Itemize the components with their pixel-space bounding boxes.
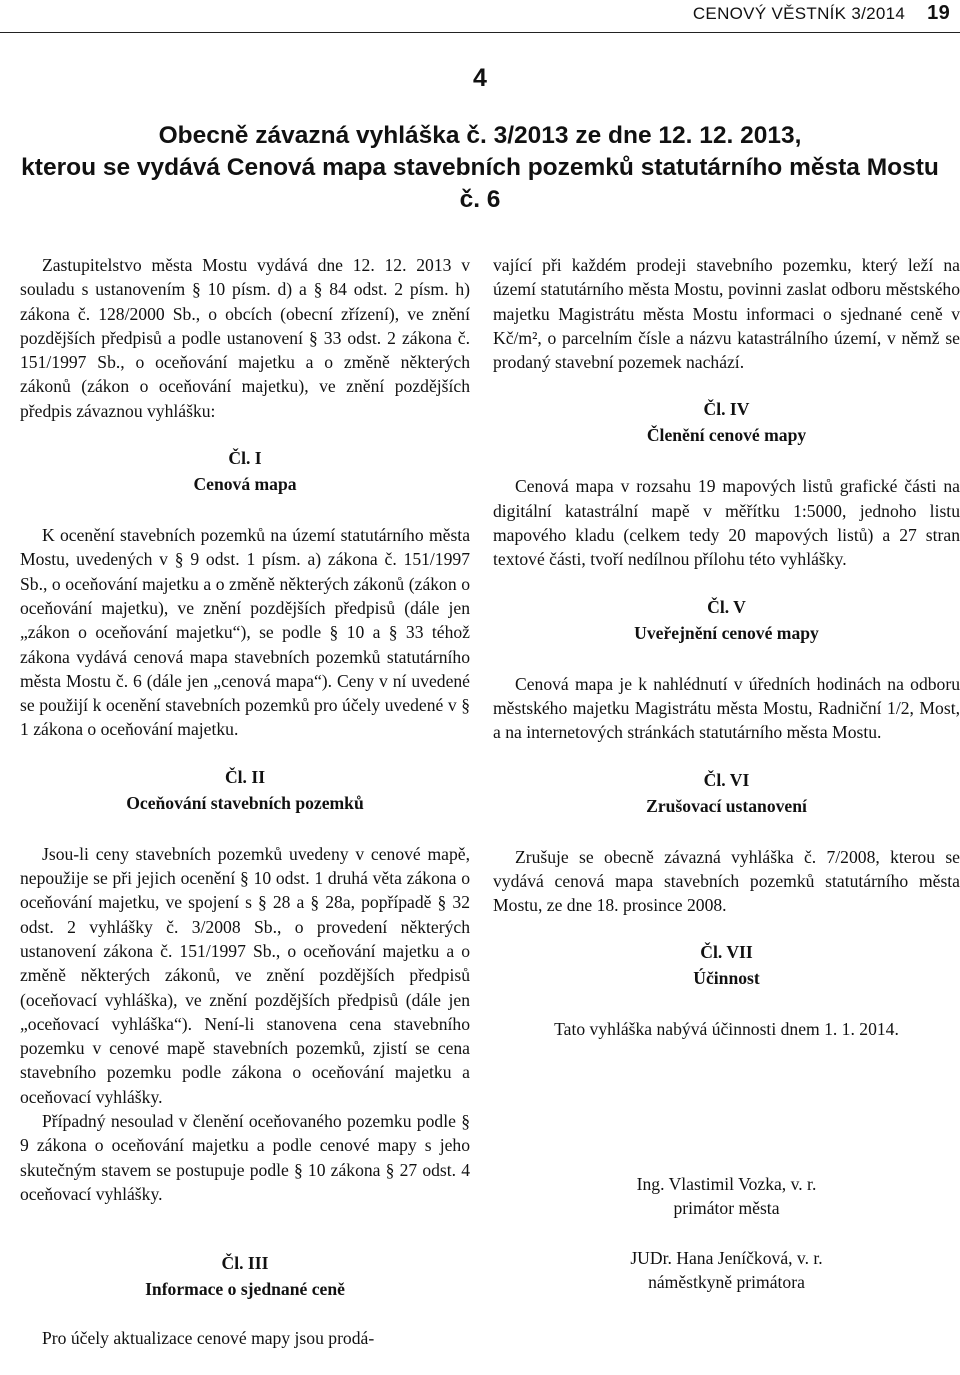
- article-4-paragraph: Cenová mapa v rozsahu 19 mapových listů grafické části na digitální katastrální mapě v měřítku 1:5000, jednoho listu mapového kladu (celkem tedy 20 mapových listů) a 27 stran textové části, tvoří nedílnou přílohu této vyhlášky.: [493, 476, 960, 570]
- document-title-line-1: Obecně závazná vyhláška č. 3/2013 ze dne 12. 12. 2013,: [158, 122, 802, 149]
- article-1-title: Cenová mapa: [193, 474, 297, 495]
- article-4-label: Čl. IV: [703, 399, 750, 420]
- article-5-paragraph: Cenová mapa je k nahlédnutí v úředních hodinách na odboru městského majetku Magistrátu města Mostu, Radniční 1/2, Most, a na internetových stránkách statutárního města Mostu.: [493, 673, 960, 743]
- page-number: 19: [927, 2, 950, 24]
- article-3-text-continued: vající při každém prodeji stavebního pozemku, který leží na území statutárního města Mostu, povinni zaslat odboru městského majetku Magistrátu města Mostu informaci o sjednané ceně v Kč/m², o parcelním čísle a názvu katastrálního území, v němž se prodaný stavební pozemek nachází.: [493, 255, 960, 373]
- signature-1-name: Ing. Vlastimil Vozka, v. r.: [636, 1173, 817, 1194]
- right-column: [493, 253, 960, 1294]
- article-2-title: Oceňování stavebních pozemků: [126, 792, 364, 813]
- article-6-title: Zrušovací ustanovení: [646, 795, 807, 816]
- article-3-label: Čl. III: [221, 1253, 269, 1274]
- signature-2-role: náměstkyně primátora: [648, 1271, 805, 1292]
- article-7-title: Účinnost: [693, 968, 760, 989]
- document-number: 4: [473, 64, 487, 92]
- article-2-label: Čl. II: [224, 766, 266, 787]
- article-1-paragraph: K ocenění stavebních pozemků na území statutárního města Mostu, uvedených v § 9 odst. 1 písm. a) zákona č. 151/1997 Sb., o oceňování majetku a o změně některých zákonů (zákon o oceňování majetku), ve znění pozdějších předpisů (dále jen „zákon o oceňování majetku“), se podle § 10 a § 33 téhož zákona vydává cenová mapa stavebních pozemků statutárního města Mostu č. 6 (dále jen „cenová mapa“). Ceny v ní uvedené se použijí k ocenění stavebních pozemků pro účely uvedené v § 1 zákona o oceňování majetku.: [20, 525, 470, 740]
- preamble: Zastupitelstvo města Mostu vydává dne 12. 12. 2013 v souladu s ustanovením § 10 písm. d) a § 84 odst. 2 písm. h) zákona č. 128/2000 Sb., o obcích (obecní zřízení), ve znění pozdějších předpisů a podle ustanovení § 33 odst. 2 zákona č. 151/1997 Sb., o oceňování majetku a o změně některých zákonů (zákon o oceňování majetku), ve znění pozdějších předpis závaznou vyhlášku:: [20, 255, 470, 421]
- article-3-title: Informace o sjednané ceně: [145, 1279, 345, 1300]
- header-rule: [0, 32, 960, 33]
- article-2-paragraph-2: Případný nesoulad v členění oceňovaného pozemku podle § 9 zákona o oceňování majetku a podle cenové mapy s jeho skutečným stavem se postupuje podle § 10 zákona § 27 odst. 4 oceňovací vyhlášky.: [20, 1111, 470, 1204]
- article-7-paragraph: Tato vyhláška nabývá účinnosti dnem 1. 1. 2014.: [554, 1019, 899, 1040]
- article-1-label: Čl. I: [228, 448, 262, 469]
- article-5-label: Čl. V: [707, 596, 746, 617]
- signature-block-2: [493, 1246, 960, 1294]
- signature-2-name: JUDr. Hana Jeníčková, v. r.: [630, 1247, 823, 1268]
- running-header: [693, 2, 950, 25]
- signature-block-1: [493, 1172, 960, 1220]
- article-3-text-start: Pro účely aktualizace cenové mapy jsou prodá-: [42, 1328, 375, 1349]
- left-column: [20, 253, 470, 1351]
- article-4-title: Členění cenové mapy: [646, 425, 807, 446]
- signature-1-role: primátor města: [673, 1197, 780, 1218]
- journal-title: CENOVÝ VĚSTNÍK 3/2014: [692, 4, 906, 23]
- article-6-paragraph: Zrušuje se obecně závazná vyhláška č. 7/2008, kterou se vydává cenová mapa stavebních pozemků statutárního města Mostu, ze dne 18. prosince 2008.: [493, 846, 960, 916]
- document-title-line-2: kterou se vydává Cenová mapa stavebních pozemků statutárního města Mostu č. 6: [21, 154, 939, 213]
- article-2-paragraph-1: Jsou-li ceny stavebních pozemků uvedeny v cenové mapě, nepoužije se při jejich ocenění § 10 odst. 1 druhá věta zákona o oceňování majetku, ve spojení s § 28 a § 28a, popřípadě § 32 odst. 2 vyhlášky č. 3/2008 Sb., o provedení některých ustanovení zákona č. 151/1997 Sb., o oceňování majetku a o změně některých zákonů, ve znění pozdějších předpisů (oceňovací vyhláška), ve znění pozdějších předpisů (dále jen „oceňovací vyhláška“). Není-li stanovena cena stavebního pozemku v cenové mapě stavebních pozemků, zjistí se cena stavebního pozemku podle zákona o oceňování majetku a oceňovací vyhlášky.: [20, 843, 470, 1107]
- article-6-label: Čl. VI: [703, 769, 750, 790]
- document-title: [20, 120, 940, 216]
- article-5-title: Uveřejnění cenové mapy: [634, 622, 819, 643]
- article-7-label: Čl. VII: [700, 942, 753, 963]
